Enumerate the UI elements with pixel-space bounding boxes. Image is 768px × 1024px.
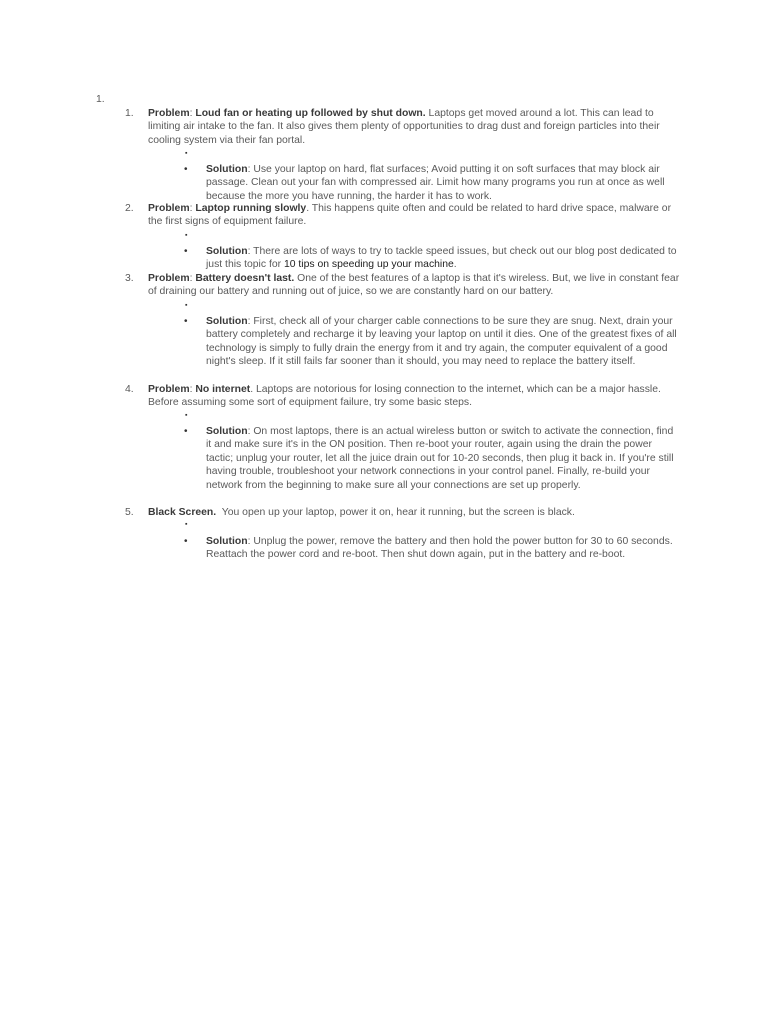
problem-item-1: 1. Problem: Loud fan or heating up followed by shut down. Laptops get moved around a lot. This can lead to limiting air intake to the fan. It also gives them plenty of opportunities to drag dust and foreign particles into their cooling system via their fan portal. [125, 108, 660, 146]
solution-text: : Use your laptop on hard, flat surfaces; Avoid putting it on soft surfaces that may block air passage. Clean out your fan with compressed air. Limit how many programs you run at once as well because the more you have running, the harder it has to work. [206, 164, 665, 202]
problem-text: You open up your laptop, power it on, hear it running, but the screen is black. [216, 507, 575, 518]
problem-label: Problem [148, 273, 190, 284]
problem-text: . Laptops are notorious for losing connection to the internet, which can be a major hassle. Before assuming some sort of equipment failure, try some basic steps. [148, 384, 661, 409]
problem-title: Black Screen. [148, 507, 217, 518]
problem-title: Battery doesn't last. [195, 273, 295, 284]
item-number: 3. [125, 273, 134, 284]
solution-item-1 [184, 163, 680, 203]
problem-text: Laptops get moved around a lot. This can lead to limiting air intake to the fan. It also gives them plenty of opportunities to drag dust and foreign particles into their cooling system via their fan portal. [148, 108, 660, 146]
outer-list-number: 1. [96, 94, 105, 105]
solution-label: Solution [206, 246, 248, 257]
square-bullet: ▪ [185, 232, 188, 239]
problem-item-4: 4. Problem: No internet. Laptops are notorious for losing connection to the internet, which can be a major hassle. Before assuming some sort of equipment failure, try some basic steps. [125, 384, 661, 409]
bullet-dot: • [184, 316, 188, 327]
problem-title: No internet [195, 384, 251, 395]
tips-link[interactable]: 10 tips on speeding up your machine [283, 259, 454, 271]
problem-title: Laptop running slowly [195, 203, 307, 214]
square-bullet: ▪ [185, 521, 188, 528]
problem-item-5 [125, 506, 688, 519]
problem-item-2: 2. Problem: Laptop running slowly. This happens quite often and could be related to hard drive space, malware or the first signs of equipment failure. [125, 203, 672, 228]
solution-label: Solution [206, 536, 248, 547]
item-number: 2. [125, 203, 134, 214]
solution-item-3 [184, 315, 680, 369]
bullet-dot: • [184, 536, 188, 547]
problem-item-3: 3. Problem: Battery doesn't last. One of the best features of a laptop is that it's wireless. But, we live in constant fear of draining our battery and running out of juice, so we are constantly hard on our battery. [125, 273, 680, 298]
solution-text: : On most laptops, there is an actual wireless button or switch to activate the connection, find it and make sure it's in the ON position. Then re-boot your router, again using the drain the power tactic; unplug your router, let all the juice drain out for 10-20 seconds, then plug it back in. If you're still having trouble, troubleshoot your network connections in your control panel. Finally, re-build your network from the beginning to make sure all your connections are set up properly. [206, 426, 674, 491]
solution-item-4 [184, 425, 680, 492]
problem-text: . This happens quite often and could be related to hard drive space, malware or the first signs of equipment failure. [148, 203, 672, 228]
solution-label: Solution [206, 164, 248, 175]
problem-text: One of the best features of a laptop is that it's wireless. But, we live in constant fear of draining our battery and running out of juice, so we are constantly hard on our battery. [148, 273, 680, 298]
solution-label: Solution [206, 426, 248, 437]
solution-label: Solution [206, 316, 248, 327]
solution-item-2: • Solution: There are lots of ways to try to tackle speed issues, but check out our blog post dedicated to just this topic for 10 tips on speeding up your machine. [184, 246, 677, 271]
square-bullet: ▪ [185, 150, 188, 157]
problem-label: Problem [148, 203, 190, 214]
bullet-dot: • [184, 164, 188, 175]
problem-label: Problem [148, 108, 190, 119]
problem-label: Problem [148, 384, 190, 395]
solution-text: : There are lots of ways to try to tackle speed issues, but check out our blog post dedicated to just this topic for [206, 246, 677, 271]
bullet-dot: • [184, 246, 188, 257]
bullet-dot: • [184, 426, 188, 437]
item-number: 5. [125, 507, 134, 518]
solution-text: : Unplug the power, remove the battery and then hold the power button for 30 to 60 seconds. Reattach the power cord and re-boot. Then shut down again, put in the battery and re-boot. [206, 536, 673, 561]
item-number: 4. [125, 384, 134, 395]
solution-text: : First, check all of your charger cable connections to be sure they are snug. Next, drain your battery completely and recharge it by leaving your laptop on until it dies. One of the greatest fixes of all technology is simply to fully drain the energy from it and try again, the computer equivalent of a good night's sleep. If it still fails far sooner than it should, you may need to replace the battery itself. [206, 316, 677, 368]
square-bullet: ▪ [185, 412, 188, 419]
item-number: 1. [125, 108, 134, 119]
problem-title: Loud fan or heating up followed by shut down. [195, 108, 426, 119]
solution-item-5 [184, 535, 680, 562]
square-bullet: ▪ [185, 302, 188, 309]
